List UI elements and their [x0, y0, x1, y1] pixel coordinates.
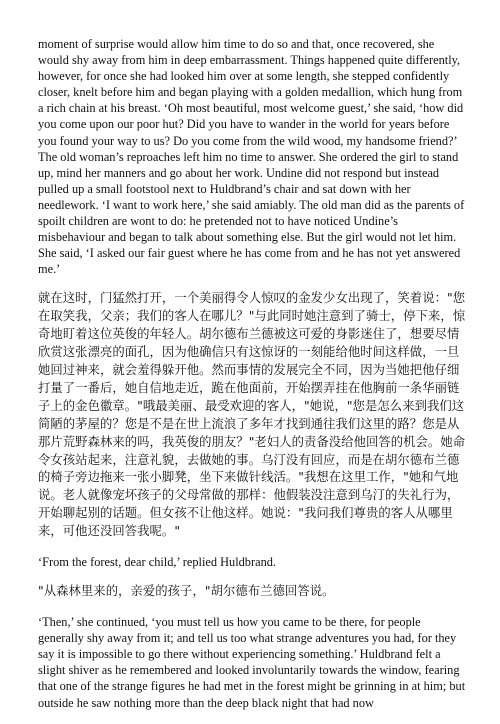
chinese-paragraph-2: "从森林里来的，亲爱的孩子，"胡尔德布兰德回答说。: [38, 584, 335, 599]
english-paragraph-3: ‘Then,’ she continued, ‘you must tell us how you came to be there, for people generally shy away from it; and tell us too what strange adventures you had, for they say it is impossible to go there without experiencing something.’ Huldbrand felt a slight shiver as he remembered and looked involuntarily towards the window, fearing that one of the strange figures he had met in the forest might be grinning in at him; but outside he saw nothing more than the deep black night that had now: [38, 615, 466, 710]
english-paragraph-1: moment of surprise would allow him time to do so and that, once recovered, she would shy away from him in deep embarrassment. Things happened quite differently, however, for once she had looked him over at some length, she stepped confidently closer, knelt before him and began playing with a golden medallion, which hung from a rich chain at his breast. ‘Oh most beautiful, most welcome guest,’ she said, ‘how did you come upon our poor hut? Did you have to wander in the world for years before you found your way to us? Do you come from the wild wood, my handsome friend?’ The old woman’s reproaches left him no time to answer. She ordered the girl to stand up, mind her manners and go about her work. Undine did not respond but instead pulled up a small footstool next to Huldbrand’s chair and sat down with her needlework. ‘I want to work here,’ she said amiably. The old man did as the parents of spoilt children are wont to do: he pretended not to have noticed Undine’s misbehaviour and began to talk about something else. But the girl would not let him. She said, ‘I asked our fair guest where he has come from and he has not yet answered me.’: [38, 37, 465, 277]
chinese-paragraph-1: 就在这时，门猛然打开，一个美丽得令人惊叹的金发少女出现了，笑着说："您在取笑我，父亲；我们的客人在哪儿？"与此同时她注意到了骑士，停下来，惊奇地盯着这位英俊的年轻人。胡尔德布兰德被这可爱的身影迷住了，想要尽情欣赏这张漂亮的面孔，因为他确信只有这惊讶的一刻能给他时间这样做，一旦她回过神来，就会羞得躲开他。然而事情的发展完全不同，因为当她把他仔细打量了一番后，她自信地走近，跪在他面前，开始摆弄挂在他胸前一条华丽链子上的金色徽章。"哦最美丽、最受欢迎的客人，"她说，"您是怎么来到我们这简陋的茅屋的？您是不是在世上流浪了多年才找到通往我们这里的路？您是从那片荒野森林来的吗，我英俊的朋友？"老妇人的责备没给他回答的机会。她命令女孩站起来，注意礼貌，去做她的事。乌汀没有回应，而是在胡尔德布兰德的椅子旁边拖来一张小脚凳，坐下来做针线活。"我想在这里工作，"她和气地说。老人就像宠坏孩子的父母常做的那样：他假装没注意到乌汀的失礼行为，开始聊起别的话题。但女孩不让他这样。她说："我问我们尊贵的客人从哪里来，可他还没回答我呢。": [38, 291, 466, 539]
document-page: [38, 36, 468, 724]
english-paragraph-2: ‘From the forest, dear child,’ replied Huldbrand.: [38, 555, 276, 570]
